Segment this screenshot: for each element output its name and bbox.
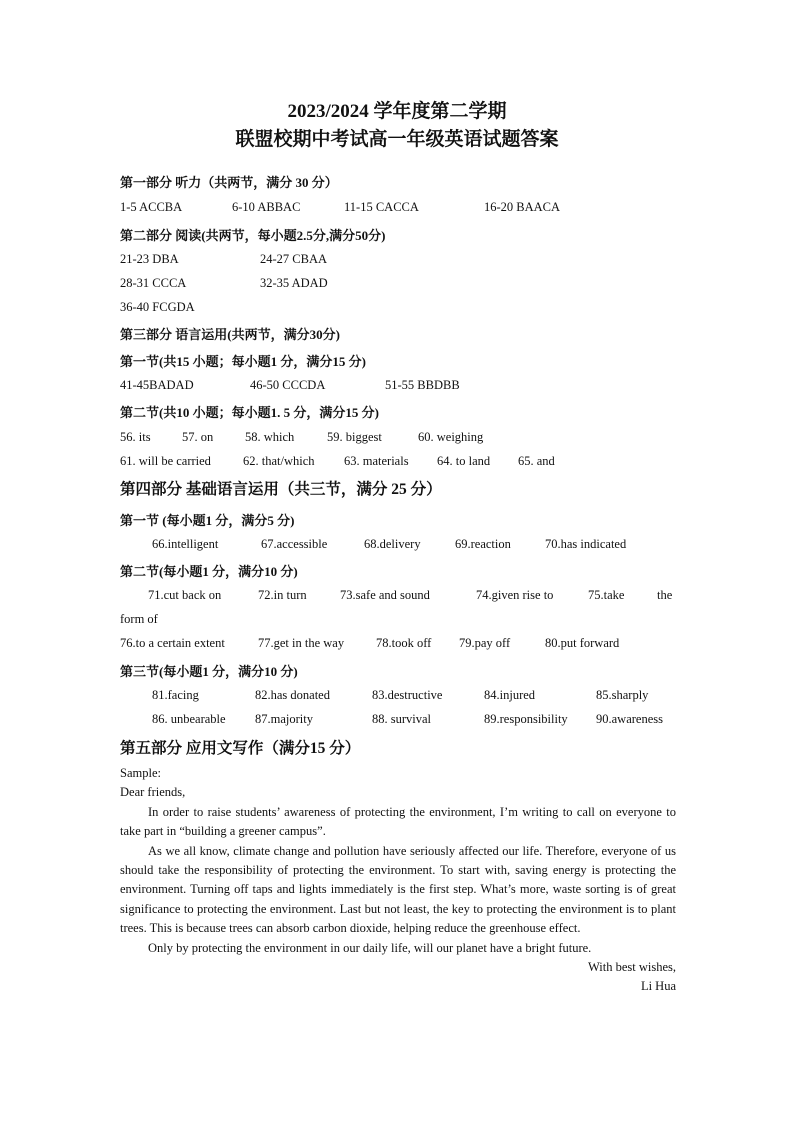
part5-heading: 第五部分 应用文写作（满分15 分） (120, 740, 361, 757)
answer-item: 85.sharply (596, 688, 649, 702)
document-title-line1: 2023/2024 学年度第二学期 (287, 101, 507, 122)
answer-item: 84.injured (484, 688, 536, 702)
answer-group: 28-31 CCCA (120, 276, 187, 290)
answer-group: 21-23 DBA (120, 252, 179, 266)
part3-section2-heading: 第二节(共10 小题；每小题1. 5 分，满分15 分) (120, 405, 379, 420)
answer-item: 76.to a certain extent (120, 636, 225, 650)
answer-item: 58. which (245, 430, 295, 444)
answer-item: 72.in turn (258, 588, 307, 602)
essay-signature: Li Hua (640, 979, 676, 994)
answer-group: 46-50 CCCDA (250, 378, 326, 392)
answer-item: 90.awareness (596, 712, 663, 726)
answer-item: 87.majority (255, 712, 313, 726)
answer-item: 65. and (518, 454, 555, 468)
essay-greeting: Dear friends, (120, 785, 186, 800)
part4-section3-heading: 第三节(每小题1 分，满分10 分) (120, 664, 298, 679)
answer-item: 61. will be carried (120, 454, 211, 468)
answer-item: 74.given rise to (476, 588, 554, 602)
essay-paragraph: In order to raise students’ awareness of protecting the environment, I’m writing to call on everyone to take part in “building a greener campus”. (120, 804, 676, 839)
sample-essay (120, 764, 676, 997)
sample-label: Sample: (120, 766, 161, 780)
essay-closing: With best wishes, (587, 960, 676, 975)
answer-item: 70.has indicated (545, 537, 627, 551)
answer-group: 51-55 BBDBB (385, 378, 460, 392)
answer-item-continued: form of (120, 612, 158, 626)
answer-group: 11-15 CACCA (344, 200, 419, 214)
answer-item: 77.get in the way (258, 636, 345, 650)
part3-heading: 第三部分 语言运用(共两节，满分30分) (120, 327, 340, 342)
part3-section1-heading: 第一节(共15 小题；每小题1 分，满分15 分) (120, 354, 366, 369)
answer-item: 60. weighing (418, 430, 484, 444)
answer-item: 83.destructive (372, 688, 443, 702)
answer-group: 24-27 CBAA (260, 252, 328, 266)
part4-section1-heading: 第一节 (每小题1 分，满分5 分) (120, 513, 295, 528)
part4-section2-heading: 第二节(每小题1 分，满分10 分) (120, 564, 298, 579)
answer-item-continued: the (657, 588, 673, 602)
document-title-line2: 联盟校期中考试高一年级英语试题答案 (235, 129, 559, 150)
essay-paragraph: Only by protecting the environment in our daily life, will our planet have a bright future. (148, 940, 592, 955)
answer-item: 75.take (588, 588, 625, 602)
answer-group: 32-35 ADAD (260, 276, 328, 290)
answer-item: 64. to land (437, 454, 491, 468)
essay-paragraph: As we all know, climate change and pollution have seriously affected our life. Therefore, everyone of us should take the responsibility of protecting the environment. To start with, saving energy is protecting the environment. Turning off taps and lights immediately is the first step. What’s more, waste sorting is of great significance to protecting the environment. Last but not least, the key to protecting the environment is to plant trees. This is because trees can absorb carbon dioxide, helping reduce the greenhouse effect. (120, 843, 676, 936)
answer-item: 57. on (182, 430, 214, 444)
answer-group: 36-40 FCGDA (120, 300, 195, 314)
answer-item: 80.put forward (545, 636, 620, 650)
answer-group: 1-5 ACCBA (120, 200, 183, 214)
answer-item: 66.intelligent (152, 537, 219, 551)
answer-item: 62. that/which (243, 454, 315, 468)
answer-item: 71.cut back on (148, 588, 222, 602)
answer-group: 41-45BADAD (120, 378, 194, 392)
answer-item: 67.accessible (261, 537, 328, 551)
answer-group: 16-20 BAACA (484, 200, 561, 214)
part1-heading: 第一部分 听力（共两节，满分 30 分） (120, 175, 338, 190)
answer-item: 89.responsibility (484, 712, 568, 726)
answer-item: 88. survival (372, 712, 432, 726)
answer-item: 81.facing (152, 688, 199, 702)
part4-heading: 第四部分 基础语言运用（共三节，满分 25 分） (120, 481, 442, 498)
answer-item: 73.safe and sound (340, 588, 430, 602)
answer-item: 63. materials (344, 454, 409, 468)
part2-heading: 第二部分 阅读(共两节，每小题2.5分,满分50分) (120, 228, 386, 243)
answer-item: 68.delivery (364, 537, 421, 551)
answer-item: 79.pay off (459, 636, 511, 650)
answer-group: 6-10 ABBAC (232, 200, 301, 214)
answer-item: 69.reaction (455, 537, 511, 551)
answer-item: 78.took off (376, 636, 432, 650)
answer-item: 56. its (120, 430, 151, 444)
answer-item: 82.has donated (255, 688, 330, 702)
answer-item: 59. biggest (327, 430, 382, 444)
answer-item: 86. unbearable (152, 712, 226, 726)
